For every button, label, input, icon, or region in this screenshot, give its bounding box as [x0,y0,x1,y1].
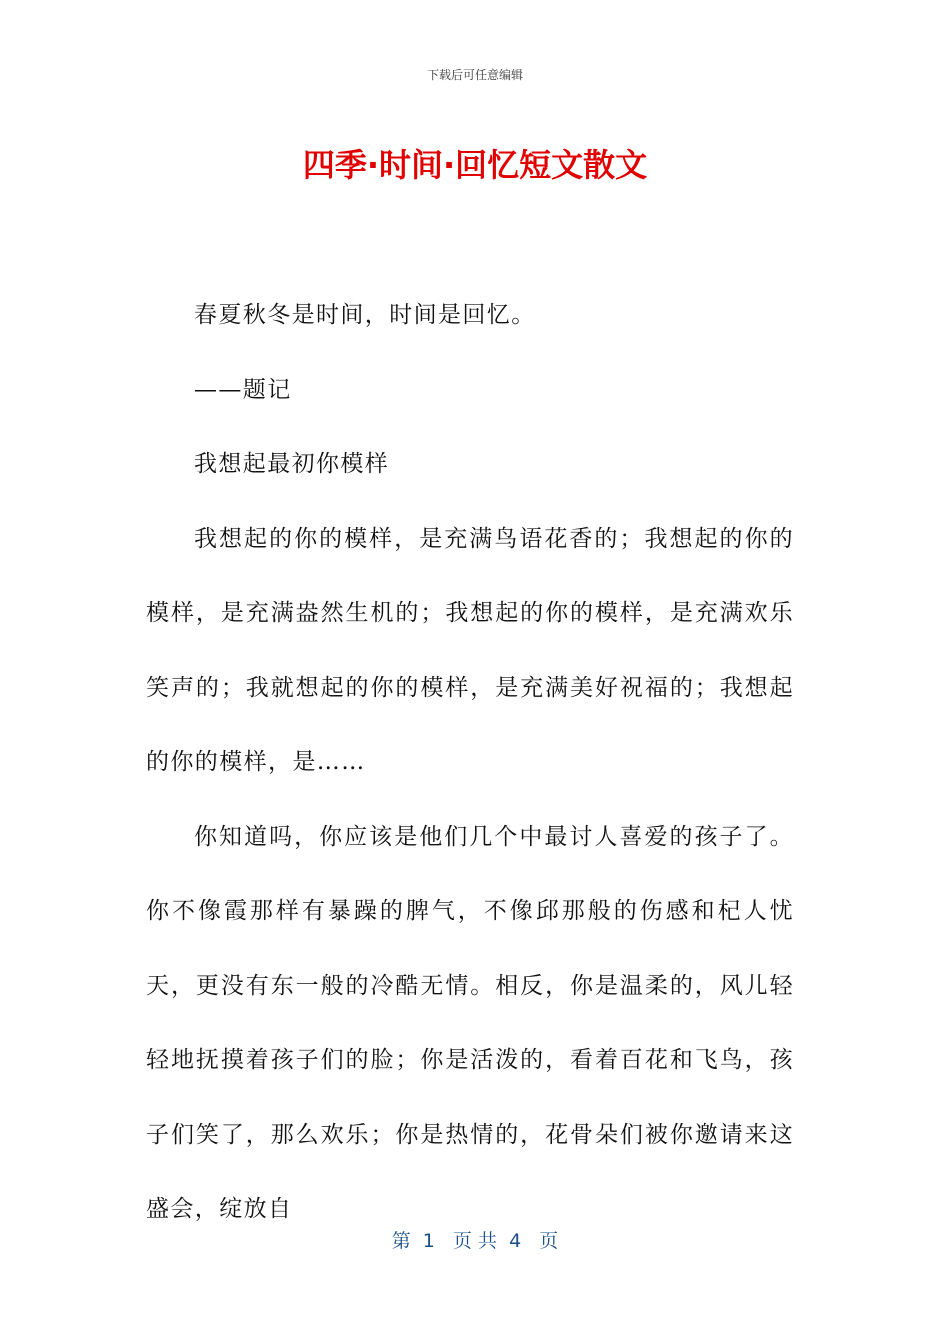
document-title: 四季·时间·回忆短文散文 [302,146,648,184]
paragraph-epigraph-source: ——题记 [194,376,292,403]
document-body [146,278,794,1247]
paragraph-body: 你知道吗，你应该是他们几个中最讨人喜爱的孩子了。你不像霞那样有暴躁的脾气，不像邱那般的伤感和杞人忧天，更没有东一般的冷酷无情。相反，你是温柔的，风儿轻轻地抚摸着孩子们的脸；你是活泼的，看着百花和飞鸟，孩子们笑了，那么欢乐；你是热情的，花骨朵们被你邀请来这盛会，绽放自 [146,823,794,1222]
page-header-note: 下载后可任意编辑 [426,68,523,82]
paragraph-body: 我想起的你的模样，是充满鸟语花香的；我想起的你的模样，是充满盎然生机的；我想起的你的模样，是充满欢乐笑声的；我就想起的你的模样，是充满美好祝福的；我想起的你的模样，是…… [146,525,794,775]
paragraph-epigraph: 春夏秋冬是时间，时间是回忆。 [194,302,536,328]
page-number-footer: 第 1 页 共 4 页 [391,1230,559,1252]
paragraph-subtitle: 我想起最初你模样 [194,451,390,477]
